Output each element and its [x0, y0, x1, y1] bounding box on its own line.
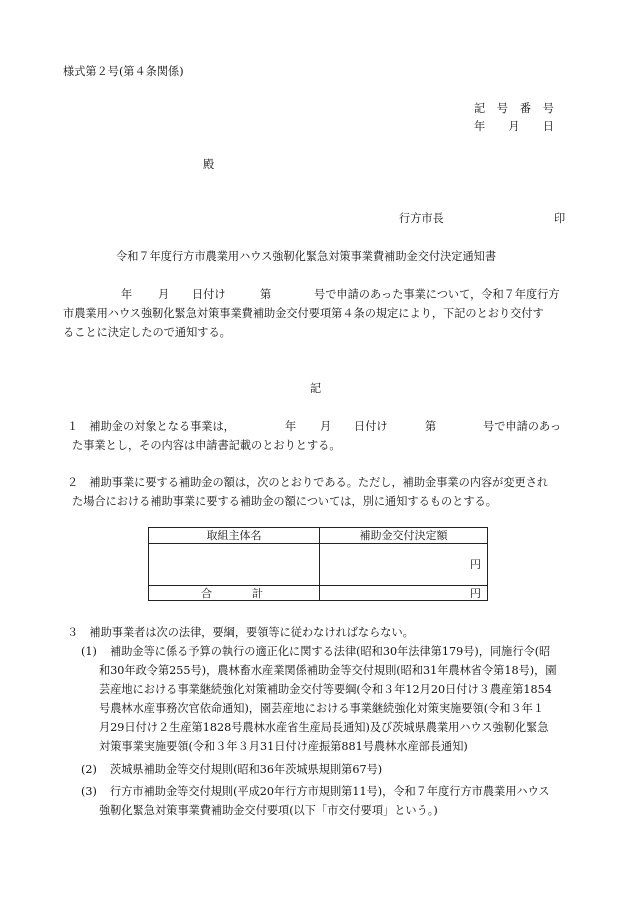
sub1-number: (1) [81, 645, 97, 658]
item1-number-prefix: 第 [425, 420, 437, 433]
sub3-number: (3) [81, 785, 97, 798]
doc-number-char: 記 [474, 102, 486, 115]
item1-text: １ 補助金の対象となる事業は， [67, 420, 235, 433]
item1-line-2: た事業とし，その内容は申請書記載のとおりとする。 [72, 439, 341, 452]
intro-number-prefix: 第 [260, 288, 272, 301]
sub1-line: 月29日付け２生産第1828号農林水産省生産局長通知)及び茨城県農業用ハウス強靭化緊急 [99, 721, 549, 734]
seal-mark: 印 [554, 212, 566, 225]
grant-amount-table [148, 527, 488, 601]
doc-number-char: 号 [496, 102, 509, 115]
intro-dated: 日付け [192, 288, 226, 301]
date-month: 月 [508, 120, 520, 133]
grant-amount-cell: 円 [320, 544, 488, 586]
total-label-char: 計 [252, 586, 263, 600]
sub1-line: 芸産地における事業継続強化対策補助金交付等要綱(令和３年12月20日付け３農産第1854 [99, 683, 552, 696]
doc-number-char: 号 [542, 102, 554, 115]
intro-year: 年 [121, 288, 133, 301]
item2-line-2: た場合における補助事業に要する補助金の額については，別に通知するものとする。 [72, 495, 497, 508]
sub2-line: 茨城県補助金等交付規則(昭和36年茨城県規則第67号) [110, 763, 383, 776]
sub2-number: (2) [81, 763, 97, 776]
total-amount-cell: 円 [320, 586, 488, 601]
item1-text-end: 号で申請のあっ [483, 420, 562, 433]
sub1-line: 号農林水産事務次官依命通知)，園芸産地における事業継続強化対策実施要領(令和３年１ [99, 702, 545, 715]
issuer-name: 行方市長 [399, 212, 444, 225]
sub1-line: 和30年政令第255号)，農林畜水産業関係補助金等交付規則(昭和31年農林省令第18号)，園 [99, 664, 557, 677]
intro-line-3: ることに決定したので通知する。 [63, 326, 231, 339]
document-title: 令和７年度行方市農業用ハウス強靭化緊急対策事業費補助金交付決定通知書 [116, 250, 497, 263]
form-number: 様式第２号(第４条関係) [63, 65, 184, 78]
sub1-line: 補助金等に係る予算の執行の適正化に関する法律(昭和30年法律第179号)，同施行令(昭 [110, 645, 551, 658]
total-label-cell [149, 586, 320, 601]
item1-year: 年 [285, 420, 297, 433]
intro-line-2: 市農業用ハウス強靭化緊急対策事業費補助金交付要項第４条の規定により，下記のとおり交付す [63, 307, 544, 320]
addressee-suffix: 殿 [203, 158, 215, 171]
item1-dated: 日付け [354, 420, 388, 433]
sub1-line: 対策事業実施要領(令和３年３月31日付け産振第881号農林水産部長通知) [99, 740, 468, 753]
sub3-line: 行方市補助金等交付規則(平成20年行方市規則第11号)，令和７年度行方市農業用ハウス [110, 785, 550, 798]
document-number-label [474, 103, 554, 114]
ki-heading: 記 [310, 382, 322, 395]
sub3-line: 強靭化緊急対策事業費補助金交付要項(以下「市交付要項」という。) [99, 804, 438, 817]
total-label-char: 合 [201, 586, 212, 600]
intro-month: 月 [158, 288, 170, 301]
header-entity-name: 取組主体名 [149, 528, 320, 544]
header-grant-amount: 補助金交付決定額 [320, 528, 488, 544]
date-label [474, 121, 554, 132]
entity-name-cell [149, 544, 320, 586]
doc-number-char: 番 [519, 102, 532, 115]
date-day: 日 [542, 120, 554, 133]
intro-text: 号で申請のあった事業について，令和７年度行方 [314, 288, 560, 301]
item3-heading: ３ 補助事業者は次の法律，要綱，要領等に従わなければならない。 [67, 626, 414, 639]
date-year: 年 [474, 120, 486, 133]
item2-line-1: ２ 補助事業に要する補助金の額は，次のとおりである。ただし，補助金事業の内容が変更され [67, 476, 549, 489]
item1-month: 月 [320, 420, 332, 433]
